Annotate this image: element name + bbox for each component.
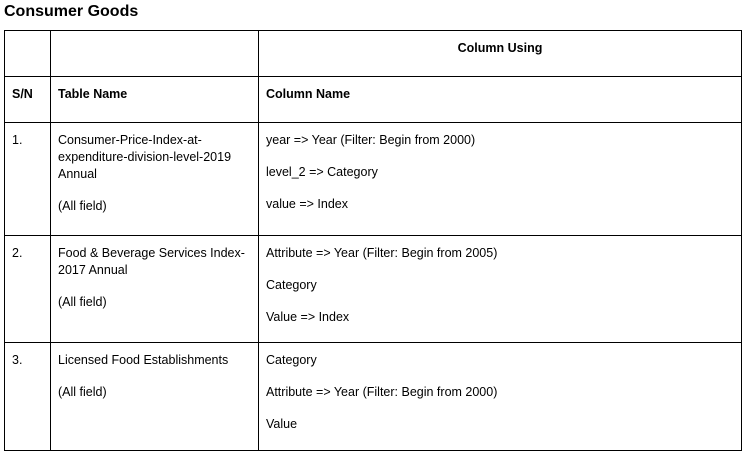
table-name-header-cell xyxy=(51,77,259,123)
page-title: Consumer Goods xyxy=(4,3,139,20)
column-using-label: Column Using xyxy=(457,41,543,55)
column-name-cell xyxy=(259,123,742,236)
column-mapping: year => Year (Filter: Begin from 2000) xyxy=(266,133,476,147)
sn-cell xyxy=(5,343,51,451)
column-mapping: Attribute => Year (Filter: Begin from 2005) xyxy=(266,246,498,260)
sn-cell xyxy=(5,236,51,343)
table-header-row xyxy=(5,77,742,123)
column-mapping: Value => Index xyxy=(266,310,350,324)
sn-value: 1. xyxy=(12,133,23,147)
table-note: (All field) xyxy=(58,385,107,399)
column-name-header-cell xyxy=(259,77,742,123)
column-name-cell xyxy=(259,343,742,451)
table-row xyxy=(5,343,742,451)
column-mapping: level_2 => Category xyxy=(266,165,378,179)
sn-value: 3. xyxy=(12,353,23,367)
table-name-cell xyxy=(51,236,259,343)
table-row xyxy=(5,236,742,343)
column-mapping: Category xyxy=(266,278,317,292)
sn-header: S/N xyxy=(12,87,33,101)
empty-header-cell xyxy=(5,31,51,77)
sn-value: 2. xyxy=(12,246,23,260)
table-name-cell xyxy=(51,343,259,451)
column-name-cell xyxy=(259,236,742,343)
column-mapping: Value xyxy=(266,417,298,431)
table-name-value: Consumer-Price-Index-at-expenditure-division-level-2019 Annual xyxy=(58,133,232,181)
table-name-value: Food & Beverage Services Index-2017 Annual xyxy=(58,246,245,277)
sn-cell xyxy=(5,123,51,236)
column-mapping: value => Index xyxy=(266,197,349,211)
table-note: (All field) xyxy=(58,199,107,213)
table-row xyxy=(5,123,742,236)
column-mapping: Category xyxy=(266,353,317,367)
consumer-goods-table xyxy=(4,30,742,451)
sn-header-cell xyxy=(5,77,51,123)
column-mapping: Attribute => Year (Filter: Begin from 2000) xyxy=(266,385,498,399)
table-name-header: Table Name xyxy=(58,87,128,101)
table-name-cell xyxy=(51,123,259,236)
column-using-header xyxy=(259,31,742,77)
table-top-header-row xyxy=(5,31,742,77)
table-note: (All field) xyxy=(58,295,107,309)
column-name-header: Column Name xyxy=(266,87,351,101)
empty-header-cell xyxy=(51,31,259,77)
table-name-value: Licensed Food Establishments xyxy=(58,353,229,367)
